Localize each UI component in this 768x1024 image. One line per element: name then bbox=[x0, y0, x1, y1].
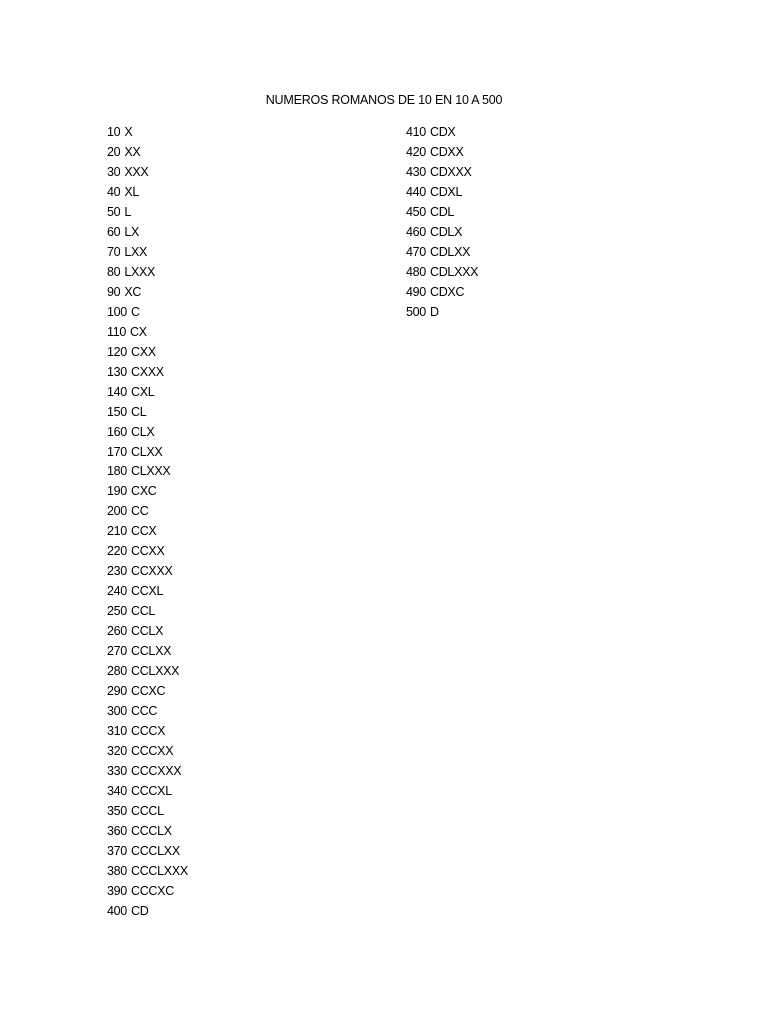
roman-numeral: D bbox=[429, 304, 439, 319]
arabic-number: 70 bbox=[107, 244, 121, 259]
roman-numeral-entry bbox=[107, 323, 188, 343]
left-column bbox=[107, 123, 188, 922]
arabic-number: 120 bbox=[107, 344, 127, 359]
roman-numeral: CCL bbox=[130, 604, 156, 619]
arabic-number: 230 bbox=[107, 564, 127, 579]
arabic-number: 170 bbox=[107, 444, 127, 459]
roman-numeral-entry bbox=[107, 802, 188, 822]
right-column bbox=[406, 123, 478, 323]
arabic-number: 110 bbox=[107, 324, 127, 339]
arabic-number: 400 bbox=[107, 903, 127, 918]
roman-numeral: CCCLX bbox=[130, 823, 172, 838]
roman-numeral: CXC bbox=[130, 484, 157, 499]
roman-numeral-entry bbox=[107, 283, 188, 303]
roman-numeral: XC bbox=[124, 284, 142, 299]
roman-numeral-entry bbox=[107, 622, 188, 642]
roman-numeral-entry bbox=[107, 383, 188, 403]
roman-numeral: LX bbox=[124, 224, 140, 239]
roman-numeral-entry bbox=[107, 842, 188, 862]
roman-numeral: CDXC bbox=[429, 284, 465, 299]
arabic-number: 490 bbox=[406, 284, 426, 299]
arabic-number: 300 bbox=[107, 704, 127, 719]
arabic-number: 310 bbox=[107, 724, 127, 739]
arabic-number: 150 bbox=[107, 404, 127, 419]
roman-numeral: CDLXXX bbox=[429, 264, 479, 279]
roman-numeral: CCCLXXX bbox=[130, 863, 188, 878]
roman-numeral-entry bbox=[107, 363, 188, 383]
roman-numeral-entry bbox=[406, 183, 478, 203]
roman-numeral-entry bbox=[107, 123, 188, 143]
roman-numeral: CDXXX bbox=[429, 164, 472, 179]
arabic-number: 60 bbox=[107, 224, 121, 239]
arabic-number: 280 bbox=[107, 664, 127, 679]
arabic-number: 210 bbox=[107, 524, 127, 539]
roman-numeral: CCCXC bbox=[130, 883, 174, 898]
roman-numeral-entry bbox=[107, 582, 188, 602]
roman-numeral: CCCLXX bbox=[130, 843, 180, 858]
arabic-number: 10 bbox=[107, 125, 121, 139]
roman-numeral-entry bbox=[107, 482, 188, 502]
roman-numeral: CCX bbox=[130, 524, 157, 539]
roman-numeral: XX bbox=[124, 144, 141, 159]
roman-numeral: CCLX bbox=[130, 624, 164, 639]
roman-numeral-entry bbox=[406, 303, 478, 323]
arabic-number: 270 bbox=[107, 644, 127, 659]
roman-numeral: XXX bbox=[124, 164, 149, 179]
roman-numeral: CCXC bbox=[130, 684, 166, 699]
arabic-number: 340 bbox=[107, 783, 127, 798]
roman-numeral-entry bbox=[406, 143, 478, 163]
roman-numeral: CXX bbox=[130, 344, 156, 359]
arabic-number: 80 bbox=[107, 264, 121, 279]
arabic-number: 90 bbox=[107, 284, 121, 299]
arabic-number: 20 bbox=[107, 144, 121, 159]
document-title: NUMEROS ROMANOS DE 10 EN 10 A 500 bbox=[265, 93, 503, 107]
roman-numeral: CCLXX bbox=[130, 644, 172, 659]
arabic-number: 50 bbox=[107, 204, 121, 219]
roman-numeral-entry bbox=[107, 502, 188, 522]
roman-numeral: CCCX bbox=[130, 724, 166, 739]
roman-numeral-entry bbox=[107, 243, 188, 263]
arabic-number: 250 bbox=[107, 604, 127, 619]
roman-numeral: CL bbox=[130, 404, 147, 419]
roman-numeral: CLX bbox=[130, 424, 155, 439]
arabic-number: 390 bbox=[107, 883, 127, 898]
roman-numeral-entry bbox=[406, 203, 478, 223]
roman-numeral: C bbox=[130, 304, 140, 319]
arabic-number: 190 bbox=[107, 484, 127, 499]
roman-numeral: CCXL bbox=[130, 584, 164, 599]
roman-numeral: CCCL bbox=[130, 803, 164, 818]
roman-numeral-entry bbox=[406, 123, 478, 143]
arabic-number: 380 bbox=[107, 863, 127, 878]
arabic-number: 160 bbox=[107, 424, 127, 439]
arabic-number: 260 bbox=[107, 624, 127, 639]
arabic-number: 440 bbox=[406, 184, 426, 199]
roman-numeral-entry bbox=[107, 542, 188, 562]
roman-numeral: CXL bbox=[130, 384, 155, 399]
arabic-number: 180 bbox=[107, 464, 127, 479]
roman-numeral-entry bbox=[107, 882, 188, 902]
roman-numeral: CDXX bbox=[429, 144, 464, 159]
arabic-number: 420 bbox=[406, 144, 426, 159]
arabic-number: 320 bbox=[107, 744, 127, 759]
arabic-number: 410 bbox=[406, 125, 426, 139]
arabic-number: 140 bbox=[107, 384, 127, 399]
roman-numeral: LXX bbox=[124, 244, 148, 259]
roman-numeral-entry bbox=[107, 343, 188, 363]
arabic-number: 360 bbox=[107, 823, 127, 838]
arabic-number: 100 bbox=[107, 304, 127, 319]
arabic-number: 130 bbox=[107, 364, 127, 379]
roman-numeral: CDL bbox=[429, 204, 455, 219]
roman-numeral-entry bbox=[406, 263, 478, 283]
arabic-number: 500 bbox=[406, 304, 426, 319]
roman-numeral: L bbox=[124, 204, 131, 219]
roman-numeral: CCLXXX bbox=[130, 664, 180, 679]
roman-numeral-entry bbox=[107, 782, 188, 802]
roman-numeral-entry bbox=[107, 662, 188, 682]
roman-numeral: CLXXX bbox=[130, 464, 171, 479]
roman-numeral-entry bbox=[107, 702, 188, 722]
roman-numeral: CDLXX bbox=[429, 244, 471, 259]
arabic-number: 470 bbox=[406, 244, 426, 259]
roman-numeral: CC bbox=[130, 504, 149, 519]
roman-numeral-entry bbox=[107, 403, 188, 423]
roman-numeral: LXXX bbox=[124, 264, 156, 279]
roman-numeral: CD bbox=[130, 903, 149, 918]
arabic-number: 430 bbox=[406, 164, 426, 179]
roman-numeral-entry bbox=[406, 163, 478, 183]
roman-numeral: XL bbox=[124, 184, 140, 199]
roman-numeral-entry bbox=[107, 822, 188, 842]
arabic-number: 450 bbox=[406, 204, 426, 219]
roman-numeral: CDXL bbox=[429, 184, 463, 199]
roman-numeral: CCCXXX bbox=[130, 764, 182, 778]
roman-numeral-entry bbox=[107, 642, 188, 662]
roman-numeral-entry bbox=[406, 223, 478, 243]
roman-numeral-entry bbox=[107, 183, 188, 203]
roman-numeral: CXXX bbox=[130, 364, 164, 379]
arabic-number: 220 bbox=[107, 544, 127, 559]
arabic-number: 30 bbox=[107, 164, 121, 179]
roman-numeral-entry bbox=[107, 163, 188, 183]
arabic-number: 480 bbox=[406, 264, 426, 279]
roman-numeral-entry bbox=[107, 223, 188, 243]
roman-numeral: CCXXX bbox=[130, 564, 173, 579]
roman-numeral: CDX bbox=[429, 125, 456, 139]
arabic-number: 200 bbox=[107, 504, 127, 519]
arabic-number: 330 bbox=[107, 764, 127, 778]
roman-numeral-entry bbox=[107, 902, 188, 922]
arabic-number: 240 bbox=[107, 584, 127, 599]
roman-numeral-entry bbox=[107, 203, 188, 223]
roman-numeral: CCCXX bbox=[130, 744, 174, 759]
roman-numeral: CLXX bbox=[130, 444, 163, 459]
roman-numeral-entry bbox=[406, 243, 478, 263]
roman-numeral-entry bbox=[107, 682, 188, 702]
roman-numeral: X bbox=[124, 125, 133, 139]
roman-numeral-entry bbox=[107, 263, 188, 283]
roman-numeral-entry bbox=[107, 562, 188, 582]
roman-numeral-entry bbox=[107, 443, 188, 463]
roman-numeral-entry bbox=[107, 862, 188, 882]
roman-numeral-entry bbox=[107, 423, 188, 443]
arabic-number: 290 bbox=[107, 684, 127, 699]
roman-numeral-entry bbox=[107, 722, 188, 742]
roman-numeral-entry bbox=[107, 762, 188, 782]
roman-numeral-entry bbox=[107, 462, 188, 482]
roman-numeral-entry bbox=[107, 742, 188, 762]
roman-numeral: CX bbox=[130, 324, 147, 339]
arabic-number: 40 bbox=[107, 184, 121, 199]
roman-numeral-entry bbox=[107, 143, 188, 163]
arabic-number: 370 bbox=[107, 843, 127, 858]
roman-numeral: CCXX bbox=[130, 544, 165, 559]
roman-numeral: CDLX bbox=[429, 224, 463, 239]
arabic-number: 350 bbox=[107, 803, 127, 818]
roman-numeral: CCCXL bbox=[130, 783, 172, 798]
roman-numeral: CCC bbox=[130, 704, 158, 719]
arabic-number: 460 bbox=[406, 224, 426, 239]
roman-numeral-entry bbox=[107, 602, 188, 622]
roman-numeral-entry bbox=[107, 303, 188, 323]
roman-numeral-entry bbox=[107, 522, 188, 542]
roman-numeral-entry bbox=[406, 283, 478, 303]
